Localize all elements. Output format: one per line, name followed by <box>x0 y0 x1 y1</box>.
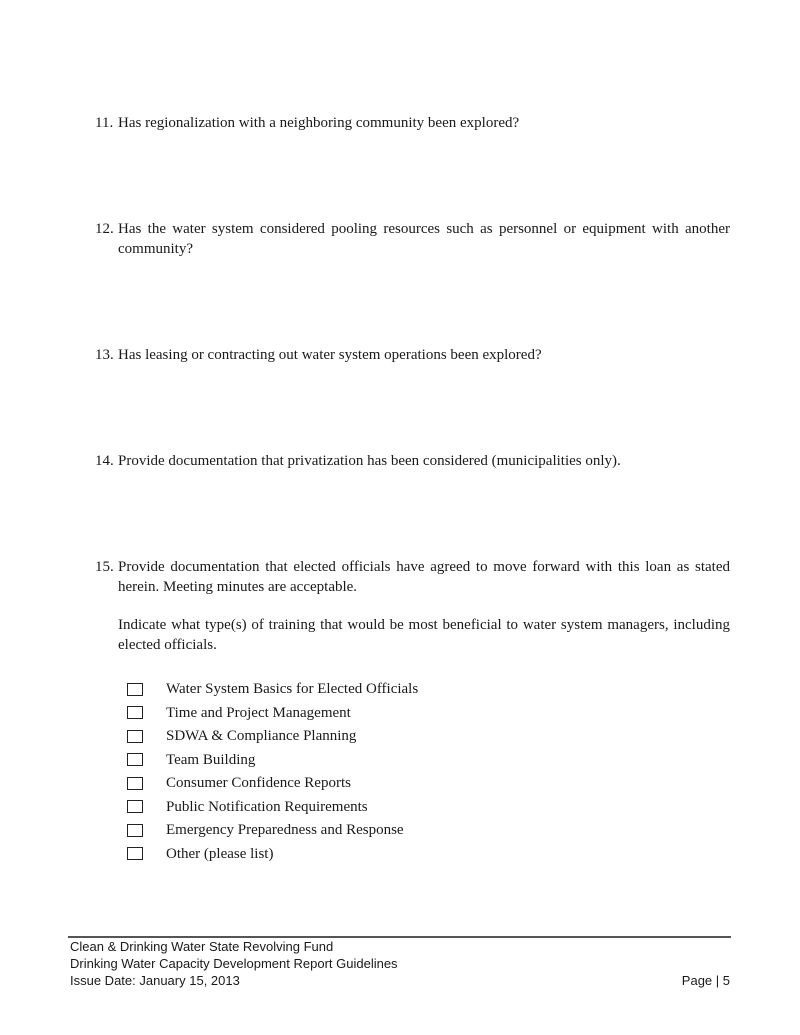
question-number: 14. <box>95 453 114 469</box>
page-number: Page | 5 <box>681 973 730 988</box>
checkbox[interactable] <box>127 800 143 813</box>
question-13 <box>95 345 730 365</box>
training-option-label: Consumer Confidence Reports <box>166 775 351 791</box>
training-option[interactable] <box>127 820 404 840</box>
training-option[interactable] <box>127 797 368 817</box>
checkbox[interactable] <box>127 753 143 766</box>
footer-issue-date: Issue Date: January 15, 2013 <box>70 973 240 988</box>
question-text: Has leasing or contracting out water system operations been explored? <box>118 347 542 363</box>
checkbox[interactable] <box>127 706 143 719</box>
question-text: Provide documentation that privatization has been considered (municipalities only). <box>118 453 621 469</box>
training-option[interactable] <box>127 773 351 793</box>
training-option[interactable] <box>127 726 357 746</box>
training-prompt: Indicate what type(s) of training that would be most beneficial to water system managers, including elected officials. <box>118 617 730 653</box>
question-11 <box>95 113 730 133</box>
training-option-label: Water System Basics for Elected Officials <box>166 681 419 697</box>
training-option-label: Emergency Preparedness and Response <box>166 822 404 838</box>
question-number: 11. <box>95 115 114 131</box>
checkbox[interactable] <box>127 730 143 743</box>
checkbox[interactable] <box>127 847 143 860</box>
training-option[interactable] <box>127 844 274 864</box>
checkbox[interactable] <box>127 683 143 696</box>
checkbox[interactable] <box>127 777 143 790</box>
training-option-label: Time and Project Management <box>166 704 351 721</box>
footer-line-1: Clean & Drinking Water State Revolving Fund <box>70 939 334 954</box>
training-option-label: Team Building <box>166 751 256 768</box>
training-option-label: Other (please list) <box>166 845 274 862</box>
question-12 <box>95 219 730 259</box>
footer-line-2: Drinking Water Capacity Development Report Guidelines <box>70 956 398 971</box>
training-option-label: Public Notification Requirements <box>166 798 368 815</box>
question-text: Has the water system considered pooling resources such as personnel or equipment with another community? <box>118 221 730 257</box>
training-option-label: SDWA & Compliance Planning <box>166 728 357 744</box>
question-number: 15. <box>95 559 114 575</box>
checkbox[interactable] <box>127 824 143 837</box>
question-number: 13. <box>95 347 114 363</box>
question-text: Provide documentation that elected officials have agreed to move forward with this loan as stated herein. Meeting minutes are acceptable. <box>118 559 730 595</box>
training-option[interactable] <box>127 679 419 699</box>
question-text: Has regionalization with a neighboring community been explored? <box>118 115 520 131</box>
training-option[interactable] <box>127 750 256 770</box>
question-15 <box>95 557 730 597</box>
training-option[interactable] <box>127 703 351 723</box>
question-14 <box>95 451 730 471</box>
question-number: 12. <box>95 221 114 237</box>
